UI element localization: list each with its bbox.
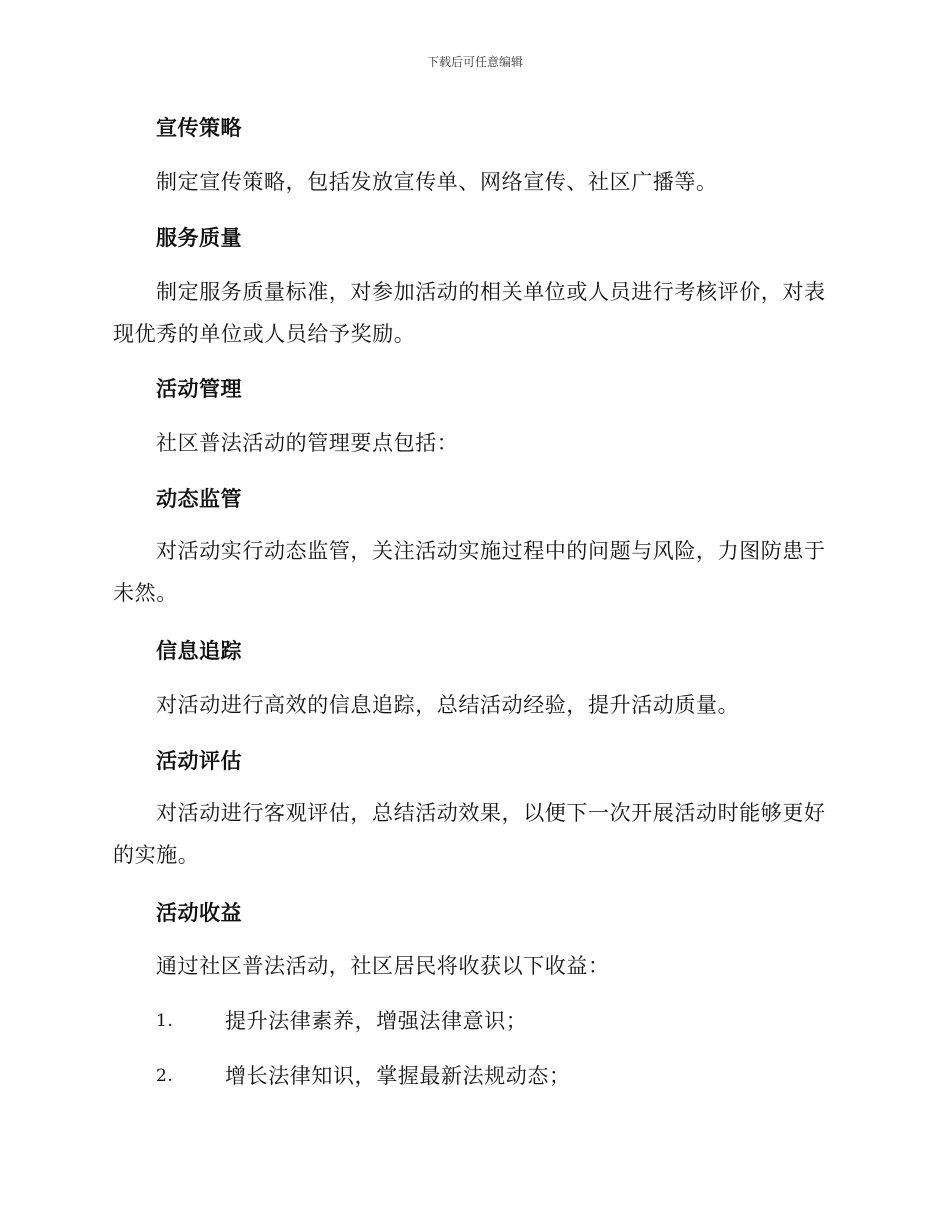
section-body-evaluation: 对活动进行客观评估，总结活动效果，以便下一次开展活动时能够更好的实施。 xyxy=(113,801,826,867)
section-body-benefits: 通过社区普法活动，社区居民将收获以下收益： xyxy=(156,954,610,978)
section-heading-service-quality: 服务质量 xyxy=(156,226,242,250)
list-item-number: 1. xyxy=(156,1011,174,1031)
section-body-service-quality: 制定服务质量标准，对参加活动的相关单位或人员进行考核评价，对表现优秀的单位或人员给予奖励。 xyxy=(113,280,826,346)
section-heading-dynamic-supervision: 动态监管 xyxy=(156,487,242,511)
list-item-text: 提升法律素养，增强法律意识； xyxy=(225,1009,528,1033)
section-heading-benefits: 活动收益 xyxy=(156,901,242,925)
section-body-publicity: 制定宣传策略，包括发放宣传单、网络宣传、社区广播等。 xyxy=(156,170,718,194)
section-heading-info-tracking: 信息追踪 xyxy=(156,639,242,663)
section-body-activity-management: 社区普法活动的管理要点包括： xyxy=(156,431,459,455)
section-body-dynamic-supervision: 对活动实行动态监管，关注活动实施过程中的问题与风险，力图防患于未然。 xyxy=(113,539,826,605)
section-heading-evaluation: 活动评估 xyxy=(156,749,242,773)
list-item-text: 增长法律知识，掌握最新法规动态； xyxy=(225,1064,571,1088)
page-header-note: 下载后可任意编辑 xyxy=(426,55,523,69)
list-item-number: 2. xyxy=(156,1066,174,1086)
section-heading-activity-management: 活动管理 xyxy=(156,377,242,401)
section-body-info-tracking: 对活动进行高效的信息追踪，总结活动经验，提升活动质量。 xyxy=(156,693,740,717)
section-heading-publicity: 宣传策略 xyxy=(156,116,242,140)
